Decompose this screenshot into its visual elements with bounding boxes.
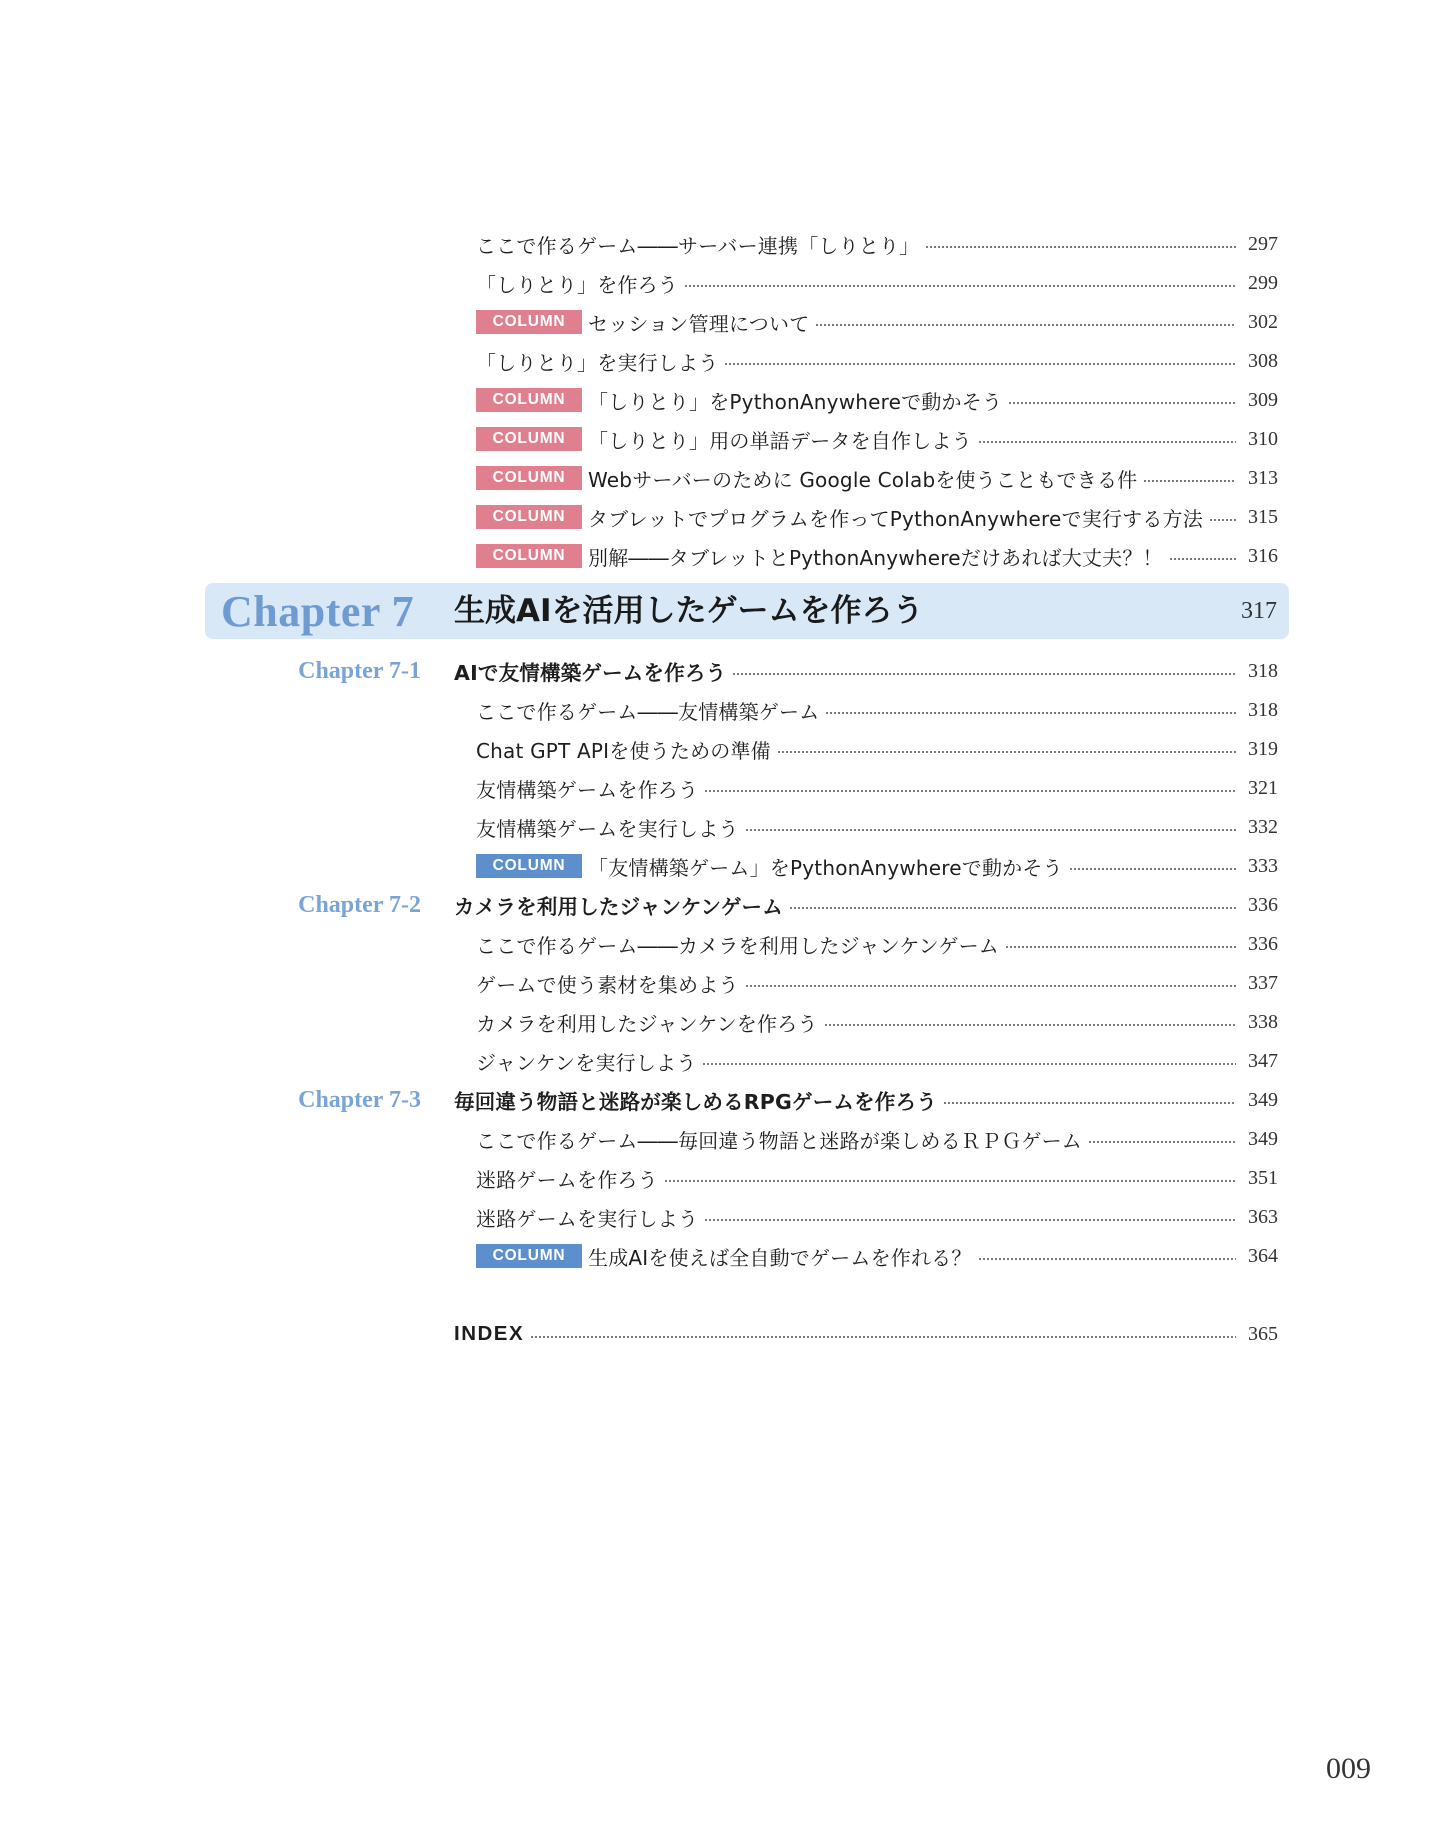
section-label: Chapter 7-2 xyxy=(298,892,421,918)
toc-entry[interactable] xyxy=(0,226,1433,262)
toc-entry-column[interactable] xyxy=(0,382,1433,418)
dot-leader xyxy=(530,1336,1236,1338)
toc-entry-line xyxy=(476,731,1278,767)
toc-entry-line xyxy=(476,1004,1278,1040)
toc-entry-page: 310 xyxy=(1248,427,1278,450)
column-badge: COLUMN xyxy=(476,854,582,878)
dot-leader xyxy=(978,441,1236,443)
dot-leader xyxy=(825,712,1236,714)
toc-entry-page: 363 xyxy=(1248,1205,1278,1228)
toc-entry-line xyxy=(476,226,1278,262)
toc-entry-column[interactable] xyxy=(0,848,1433,884)
column-badge: COLUMN xyxy=(476,544,582,568)
toc-entry[interactable] xyxy=(0,1043,1433,1079)
toc-entry-line xyxy=(476,421,1278,457)
dot-leader xyxy=(925,246,1236,248)
dot-leader xyxy=(1088,1141,1236,1143)
toc-entry-page: 297 xyxy=(1248,232,1278,255)
index-line xyxy=(454,1316,1278,1352)
toc-entry-page: 332 xyxy=(1248,815,1278,838)
section-title: カメラを利用したジャンケンゲーム xyxy=(454,895,783,919)
toc-entry[interactable] xyxy=(0,809,1433,845)
toc-entry-line xyxy=(476,460,1278,496)
toc-entry-column[interactable] xyxy=(0,1238,1433,1274)
toc-entry-page: 321 xyxy=(1248,776,1278,799)
toc-entry-line xyxy=(476,265,1278,301)
dot-leader xyxy=(704,790,1236,792)
column-badge: COLUMN xyxy=(476,427,582,451)
dot-leader xyxy=(1005,946,1236,948)
toc-entry-title: 友情構築ゲームを作ろう xyxy=(476,777,699,802)
toc-entry[interactable] xyxy=(0,731,1433,767)
toc-entry-page: 333 xyxy=(1248,854,1278,877)
dot-leader xyxy=(1169,558,1236,560)
toc-entry[interactable] xyxy=(0,1121,1433,1157)
dot-leader xyxy=(1209,519,1236,521)
chapter-header[interactable] xyxy=(205,583,1289,639)
toc-entry-column[interactable] xyxy=(0,460,1433,496)
toc-entry[interactable] xyxy=(0,1004,1433,1040)
toc-entry-title: タブレットでプログラムを作ってPythonAnywhereで実行する方法 xyxy=(588,506,1203,531)
section-heading[interactable] xyxy=(0,1082,1433,1118)
dot-leader xyxy=(1008,402,1236,404)
toc-entry-page: 347 xyxy=(1248,1049,1278,1072)
toc-entry-title: 別解――タブレットとPythonAnywhereだけあれば大丈夫？！ xyxy=(588,545,1163,570)
dot-leader xyxy=(684,285,1236,287)
toc-entry-page: 318 xyxy=(1248,698,1278,721)
toc-entry-title: 生成AIを使えば全自動でゲームを作れる？ xyxy=(588,1245,972,1270)
toc-entry-page: 336 xyxy=(1248,932,1278,955)
toc-entry[interactable] xyxy=(0,343,1433,379)
section-line xyxy=(454,1082,1278,1118)
toc-entry-line xyxy=(476,304,1278,340)
toc-entry-line xyxy=(476,1199,1278,1235)
toc-entry-page: 308 xyxy=(1248,349,1278,372)
toc-entry-page: 315 xyxy=(1248,505,1278,528)
index-page: 365 xyxy=(1248,1322,1278,1345)
section-title: AIで友情構築ゲームを作ろう xyxy=(454,661,727,685)
toc-entry-page: 349 xyxy=(1248,1127,1278,1150)
column-badge: COLUMN xyxy=(476,388,582,412)
toc-entry-line xyxy=(476,499,1278,535)
toc-entry[interactable] xyxy=(0,692,1433,728)
toc-entry-line xyxy=(476,770,1278,806)
toc-entry-title: カメラを利用したジャンケンを作ろう xyxy=(476,1011,818,1036)
section-label: Chapter 7-3 xyxy=(298,1087,421,1113)
toc-entry-line xyxy=(476,1121,1278,1157)
section-heading[interactable] xyxy=(0,887,1433,923)
toc-entry-line xyxy=(476,692,1278,728)
section-line xyxy=(454,887,1278,923)
dot-leader xyxy=(789,907,1236,909)
toc-entry-line xyxy=(476,1160,1278,1196)
toc-entry-title: 「友情構築ゲーム」をPythonAnywhereで動かそう xyxy=(588,855,1063,880)
toc-entry-title: 友情構築ゲームを実行しよう xyxy=(476,816,739,841)
column-badge: COLUMN xyxy=(476,466,582,490)
page-number: 009 xyxy=(1326,1752,1371,1785)
section-page: 318 xyxy=(1248,659,1278,682)
dot-leader xyxy=(824,1024,1236,1026)
dot-leader xyxy=(978,1258,1236,1260)
toc-entry[interactable] xyxy=(0,1199,1433,1235)
toc-entry-line xyxy=(476,809,1278,845)
dot-leader xyxy=(1069,868,1236,870)
toc-entry-title: 「しりとり」を作ろう xyxy=(476,272,678,297)
toc-entry-line xyxy=(476,926,1278,962)
dot-leader xyxy=(745,985,1236,987)
section-page: 336 xyxy=(1248,893,1278,916)
toc-entry-title: 「しりとり」用の単語データを自作しよう xyxy=(588,428,972,453)
column-badge: COLUMN xyxy=(476,1244,582,1268)
chapter-title: 生成AIを活用したゲームを作ろう xyxy=(454,593,924,629)
dot-leader xyxy=(777,751,1236,753)
toc-entry-column[interactable] xyxy=(0,304,1433,340)
section-label: Chapter 7-1 xyxy=(298,658,421,684)
toc-entry[interactable] xyxy=(0,265,1433,301)
dot-leader xyxy=(704,1219,1236,1221)
section-title: 毎回違う物語と迷路が楽しめるRPGゲームを作ろう xyxy=(454,1090,937,1114)
toc-entry-title: 迷路ゲームを実行しよう xyxy=(476,1206,699,1231)
toc-entry-line xyxy=(476,538,1278,574)
chapter-page: 317 xyxy=(1241,598,1277,624)
toc-entry-page: 338 xyxy=(1248,1010,1278,1033)
toc-entry-title: 迷路ゲームを作ろう xyxy=(476,1167,658,1192)
dot-leader xyxy=(943,1102,1236,1104)
toc-entry-line xyxy=(476,965,1278,1001)
toc-entry-page: 302 xyxy=(1248,310,1278,333)
dot-leader xyxy=(815,324,1236,326)
index-title: INDEX xyxy=(454,1322,525,1345)
toc-entry[interactable] xyxy=(0,926,1433,962)
toc-entry[interactable] xyxy=(0,965,1433,1001)
toc-entry-page: 309 xyxy=(1248,388,1278,411)
section-page: 349 xyxy=(1248,1088,1278,1111)
dot-leader xyxy=(724,363,1236,365)
toc-entry-page: 316 xyxy=(1248,544,1278,567)
toc-entry-title: ゲームで使う素材を集めよう xyxy=(476,972,739,997)
toc-entry-title: 「しりとり」を実行しよう xyxy=(476,350,719,375)
dot-leader xyxy=(745,829,1236,831)
toc-entry-title: ここで作るゲーム――友情構築ゲーム xyxy=(476,699,820,724)
dot-leader xyxy=(702,1063,1236,1065)
section-line xyxy=(454,653,1278,689)
toc-entry-line xyxy=(476,382,1278,418)
column-badge: COLUMN xyxy=(476,505,582,529)
toc-entry-title: Webサーバーのために Google Colabを使うこともできる件 xyxy=(588,467,1138,492)
toc-entry-page: 337 xyxy=(1248,971,1278,994)
toc-entry-title: ここで作るゲーム――カメラを利用したジャンケンゲーム xyxy=(476,933,999,958)
toc-entry-line xyxy=(476,1238,1278,1274)
toc-entry-title: 「しりとり」をPythonAnywhereで動かそう xyxy=(588,389,1003,414)
dot-leader xyxy=(664,1180,1236,1182)
toc-entry-column[interactable] xyxy=(0,499,1433,535)
toc-entry-column[interactable] xyxy=(0,538,1433,574)
toc-entry-page: 313 xyxy=(1248,466,1278,489)
toc-entry-title: ジャンケンを実行しよう xyxy=(476,1050,697,1075)
toc-entry[interactable] xyxy=(0,770,1433,806)
dot-leader xyxy=(732,673,1236,675)
column-badge: COLUMN xyxy=(476,310,582,334)
toc-entry-title: ここで作るゲーム――サーバー連携「しりとり」 xyxy=(476,233,920,258)
toc-entry-page: 299 xyxy=(1248,271,1278,294)
toc-entry-column[interactable] xyxy=(0,421,1433,457)
toc-entry[interactable] xyxy=(0,1160,1433,1196)
toc-entry-title: セッション管理について xyxy=(588,311,810,336)
toc-entry-page: 364 xyxy=(1248,1244,1278,1267)
toc-entry-title: Chat GPT APIを使うための準備 xyxy=(476,738,771,763)
toc-entry-title: ここで作るゲーム――毎回違う物語と迷路が楽しめるＲＰＧゲーム xyxy=(476,1128,1082,1153)
toc-entry-line xyxy=(476,343,1278,379)
toc-entry-line xyxy=(476,1043,1278,1079)
toc-entry-page: 319 xyxy=(1248,737,1278,760)
toc-entry-line xyxy=(476,848,1278,884)
index-entry[interactable] xyxy=(0,1316,1433,1352)
section-heading[interactable] xyxy=(0,653,1433,689)
chapter-label: Chapter 7 xyxy=(221,587,415,636)
dot-leader xyxy=(1143,480,1236,482)
toc-entry-page: 351 xyxy=(1248,1166,1278,1189)
